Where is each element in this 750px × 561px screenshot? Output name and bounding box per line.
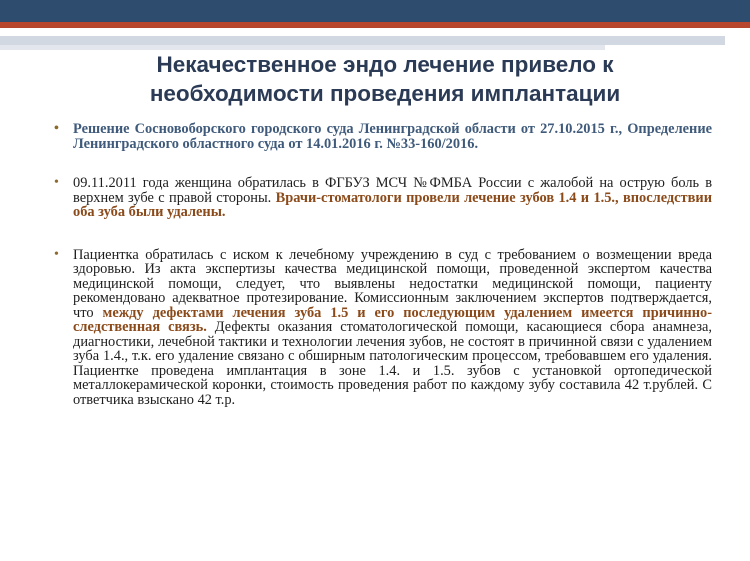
bullet-complaint-highlight: Врачи-стоматологи провели лечение зубов 1.4 и 1.5., впоследствии оба зуба были удалены. [73, 189, 712, 220]
bullet-court-decision-text: Решение Сосновоборского городского суда Ленинградской области от 27.10.2015 г., Определение Ленинградского областного суда от 14.01.2016 г. №33-160/2016. [73, 121, 712, 152]
bullet-dot-icon: • [54, 121, 59, 136]
bullet-lawsuit-highlight: между дефектами лечения зуба 1.5 и его последующим удалением имеется причинно-следственная связь. [73, 304, 712, 335]
bullet-dot-icon: • [54, 246, 59, 262]
bullet-dot-icon: • [54, 175, 59, 190]
decorative-stripe-long [0, 36, 725, 45]
bullet-court-decision [52, 122, 712, 151]
slide-title [60, 50, 710, 108]
slide-title-line-1: Некачественное эндо лечение привело к [156, 52, 614, 77]
bullet-lawsuit [52, 248, 712, 408]
bullet-list [52, 122, 712, 407]
bullet-complaint [52, 176, 712, 220]
bullet-complaint-text: 09.11.2011 года женщина обратилась в ФГБУЗ МСЧ №ФМБА России с жалобой на острую боль в верхнем зубе с правой стороны. [73, 175, 712, 206]
bullet-lawsuit-text-after: Дефекты оказания стоматологической помощи, касающиеся сбора анамнеза, диагностики, лечебной тактики и технологии лечения зубов, не состоят в причинной связи с удалением зуба 1.4., т.к. его удаление связано с обширным патологическим процессом, требовавшем его удаления. Пациентке проведена имплантация в зоне 1.4. и 1.5. зубов с установкой ортопедической металлокерамической коронки, стоимость проведения работ по каждому зубу составила 42 т.рублей. С ответчика взыскано 42 т.р. [73, 319, 712, 408]
slide-title-line-2: необходимости проведения имплантации [149, 81, 621, 106]
header-accent-line [0, 22, 750, 28]
bullet-lawsuit-text-before: Пациентка обратилась с иском к лечебному учреждению в суд с требованием о возмещении вреда здоровью. Из акта экспертизы качества медицинской помощи, проведенной экспертом качества медицинской помощи, следует, что выявлены недостатки медицинской помощи, пациенту рекомендовано адекватное протезирование. Комиссионным заключением экспертов подтверждается, что [73, 246, 712, 321]
